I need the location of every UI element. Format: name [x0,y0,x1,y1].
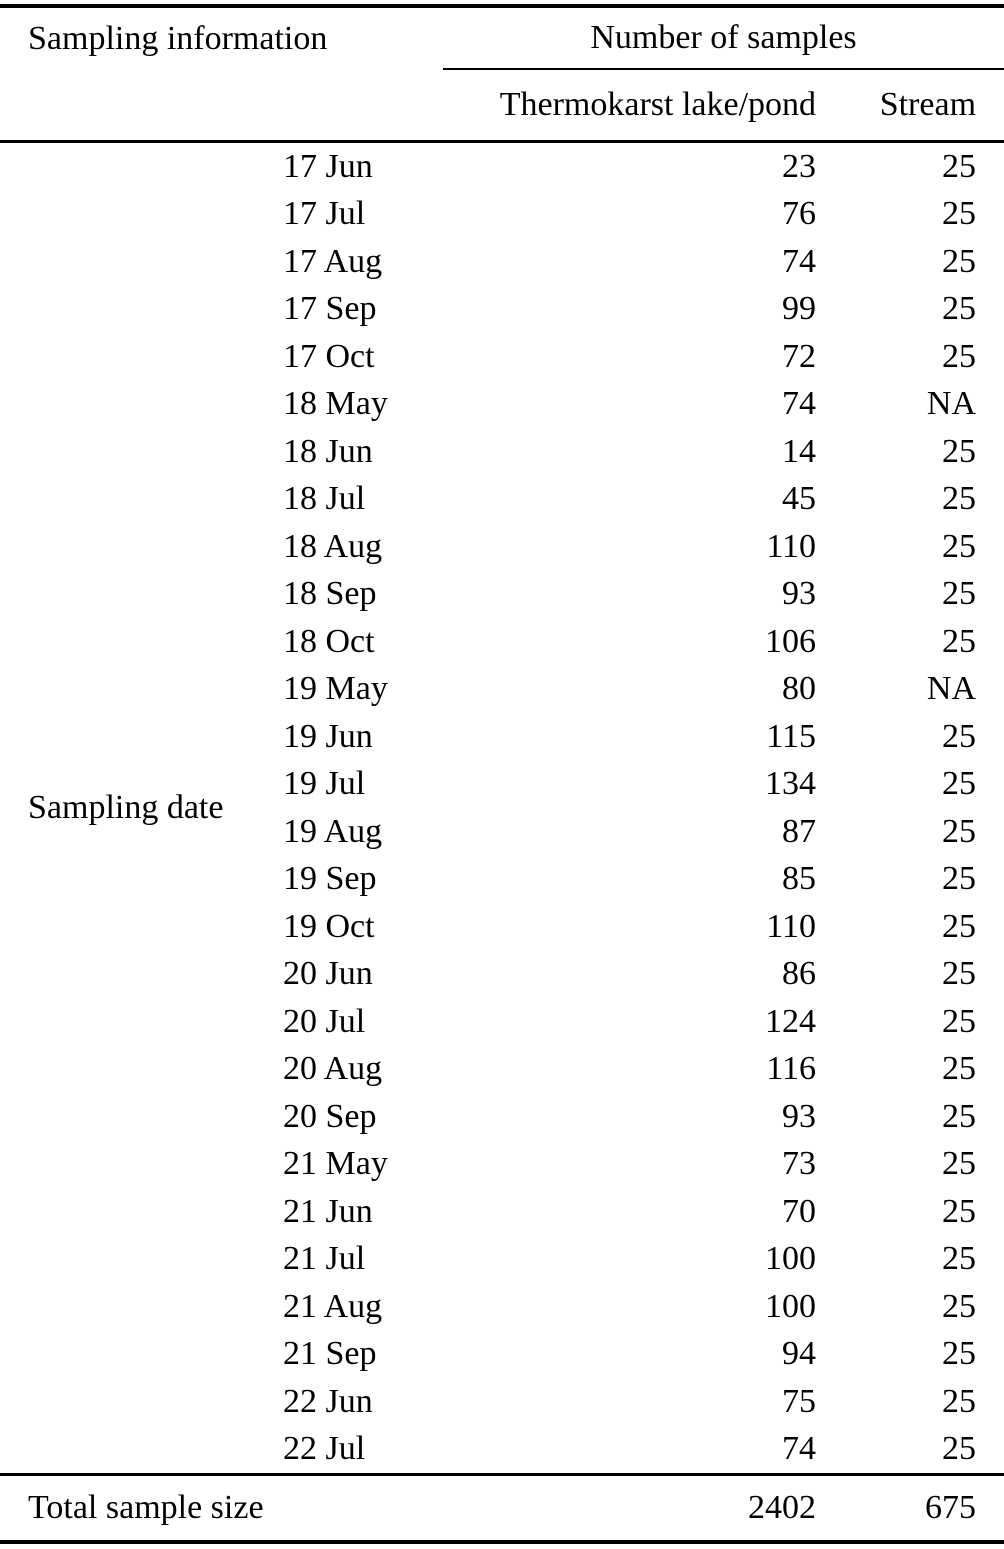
lake-pond-count-cell: 115 [766,717,817,755]
header-sampling-information: Sampling information [0,6,443,69]
header-col-stream: Stream [830,69,1004,142]
stream-count-cell: 25 [942,1287,977,1325]
stream-count-cell: 25 [942,290,977,328]
date-cell: 19 Jun [283,717,373,755]
stream-count-cell: 25 [942,860,977,898]
lake-pond-count-cell: 100 [765,1240,817,1278]
date-cell: 17 Sep [283,290,377,328]
lake-pond-count-cell: 86 [782,955,817,993]
total-label: Total sample size [0,1475,443,1543]
date-cell: 19 Jul [283,765,366,803]
lake-pond-count-cell: 87 [782,812,817,850]
stream-count-cell: 25 [942,1430,977,1468]
stream-count-cell: 25 [942,432,977,470]
date-cell: 18 Jun [283,432,373,470]
stream-count-cell: 25 [942,242,977,280]
stream-count-cell: 25 [942,622,977,660]
date-cell: 21 Jun [283,1192,373,1230]
lake-pond-count-cell: 134 [765,765,817,803]
lake-pond-count-cell: 76 [782,195,817,233]
lake-pond-count-cell: 85 [782,860,817,898]
date-cell: 17 Oct [283,337,375,375]
lake-pond-count-cell: 74 [782,1430,817,1468]
date-cell: 18 Oct [283,622,375,660]
stream-count-cell: 25 [942,812,977,850]
lake-pond-count-cell: 124 [765,1002,817,1040]
date-cell: 18 Sep [283,575,377,613]
date-cell: 20 Sep [283,1097,377,1135]
lake-pond-count-cell: 110 [766,527,817,565]
date-cell: 17 Jul [283,195,366,233]
lake-pond-count-cell: 100 [765,1287,817,1325]
date-cell: 18 May [283,385,388,423]
stream-count-cell: 25 [942,907,977,945]
date-cell: 17 Aug [283,242,383,280]
date-cell: 20 Jun [283,955,373,993]
stream-count-cell: 25 [942,1050,977,1088]
date-cell: 21 Aug [283,1287,383,1325]
header-row-columns [0,69,1004,142]
lake-pond-count-cell: 93 [782,575,817,613]
stream-count-cell: NA [926,385,977,423]
lake-pond-count-cell: 106 [765,622,817,660]
date-cell: 22 Jul [283,1430,366,1468]
date-cell: 22 Jun [283,1382,373,1420]
stream-count-cell: 25 [942,575,977,613]
stream-count-cell: 25 [942,1240,977,1278]
stream-count-cell: 25 [942,527,977,565]
lake-pond-count-cell: 110 [766,907,817,945]
lake-pond-count-cell: 93 [782,1097,817,1135]
date-cell: 19 Oct [283,907,375,945]
date-cell: 20 Jul [283,1002,366,1040]
lake-pond-count-cell: 116 [766,1050,817,1088]
stream-count-cell: 25 [942,1097,977,1135]
header-spacer-cell [0,69,443,142]
table-row [0,142,1004,191]
stream-count-cell: 25 [942,1382,977,1420]
date-cell: 19 Sep [283,860,377,898]
stream-count-cell: 25 [942,717,977,755]
table-footer [0,1475,1004,1543]
date-cell: 19 Aug [283,812,383,850]
lake-pond-count-cell: 80 [782,670,817,708]
date-cell: 17 Jun [283,147,373,185]
stream-count-cell: 25 [942,147,977,185]
row-group-label-sampling-date: Sampling date [28,789,224,826]
date-cell: 19 May [283,670,388,708]
sampling-table [0,4,1004,1544]
date-cell: 20 Aug [283,1050,383,1088]
lake-pond-count-cell: 94 [782,1335,817,1373]
lake-pond-count-cell: 73 [782,1145,817,1183]
stream-count-cell: 25 [942,765,977,803]
stream-count-cell: 25 [942,1192,977,1230]
lake-pond-count-cell: 74 [782,385,817,423]
date-cell: 21 Jul [283,1240,366,1278]
table-body [0,142,1004,1475]
lake-pond-count-cell: 45 [782,480,817,518]
stream-count-cell: 25 [942,337,977,375]
header-col-thermokarst-lake-pond: Thermokarst lake/pond [443,69,830,142]
total-lake-pond-count: 2402 [443,1475,830,1543]
stream-count-cell: 25 [942,480,977,518]
header-row-groups [0,6,1004,69]
total-row [0,1475,1004,1543]
lake-pond-count-cell: 74 [782,242,817,280]
stream-count-cell: 25 [942,1002,977,1040]
lake-pond-count-cell: 14 [782,432,817,470]
lake-pond-count-cell: 75 [782,1382,817,1420]
date-cell: 18 Jul [283,480,366,518]
table-header [0,6,1004,142]
header-number-of-samples: Number of samples [443,6,1004,69]
lake-pond-count-cell: 72 [782,337,817,375]
stream-count-cell: 25 [942,955,977,993]
stream-count-cell: 25 [942,195,977,233]
date-cell: 21 May [283,1145,388,1183]
stream-count-cell: NA [926,670,977,708]
lake-pond-count-cell: 70 [782,1192,817,1230]
lake-pond-count-cell: 23 [782,147,817,185]
date-cell: 18 Aug [283,527,383,565]
lake-pond-count-cell: 99 [782,290,817,328]
total-stream-count: 675 [830,1475,1004,1543]
stream-count-cell: 25 [942,1335,977,1373]
date-cell: 21 Sep [283,1335,377,1373]
stream-count-cell: 25 [942,1145,977,1183]
